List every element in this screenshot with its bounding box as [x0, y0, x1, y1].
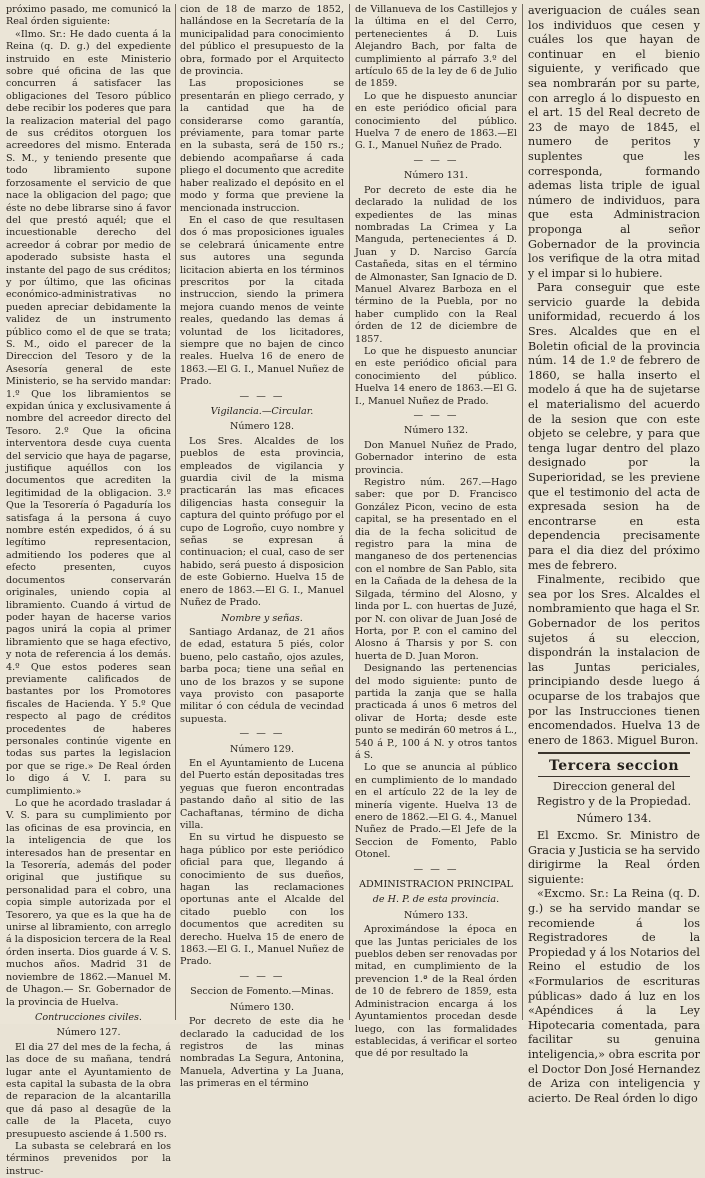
paragraph: Designando las pertenencias del modo siguiente: punto de partida la zanja que se halla practicada á unos 6 metros del olivar de Horta; desde este punto se medirán 60 metros á L., 540 á P., 100 á N. y otros tantos á S.	[355, 663, 517, 761]
paragraph: Por decreto de este dia he declarado la nulidad de los expedientes de las minas nombradas La Crimea y La Manguda, pertenecientes á D. Juan y D. Narciso García Castañeda, sitas en el término de Almonaster, San Ignacio de D. Manuel Alvarez Barboza en el término de la Puebla, por no haber cumplido con la Real órden de 12 de diciembre de 1857.	[355, 184, 517, 345]
paragraph: cion de 18 de marzo de 1852, hallándose en la Secretaría de la municipalidad para conocimiento del público el presupuesto de la obra, formado por el Arquitecto de provincia.	[180, 4, 344, 78]
notice-number: Número 128.	[229, 421, 295, 433]
separator: — — —	[239, 390, 285, 402]
paragraph: Por decreto de este dia he declarado la caducidad de los registros de las minas nombradas La Segura, Antonina, Manuela, Advertina y La Juana, las primeras en el término	[180, 1016, 344, 1090]
paragraph: Santiago Ardanaz, de 21 años de edad, estatura 5 piés, color bueno, pelo castaño, ojos azules, barba poca; tiene una señal en uno de los brazos y se supone vaya provisto con pasaporte militar ó con cédula de vecindad supuesta.	[180, 626, 344, 725]
section-heading: Nombre y señas.	[221, 612, 303, 624]
column-divider	[349, 4, 350, 1020]
separator: — — —	[239, 728, 285, 740]
separator: — — —	[239, 970, 285, 982]
separator: — — —	[413, 863, 459, 875]
paragraph: En el Ayuntamiento de Lucena del Puerto están depositadas tres yeguas que fueron encontradas pastando daño al sitio de las Cachaftanas, término de dicha villa.	[180, 757, 344, 831]
paragraph: Para conseguir que este servicio guarde la debida uniformidad, recuerdo á los Sres. Alcaldes que en el Boletin oficial de la provincia núm. 14 de 1.º de febrero de 1860, se halla inserto el modelo á que ha de sujetarse el materialismo del acuerdo de la sesion que con este objeto se celebre, y para que tenga lugar dentro del plazo designado por la Superioridad, se les previene que el testimonio del acta de expresada sesion ha de encontrarse en esta dependencia precisamente para el dia diez del próximo mes de febrero.	[528, 281, 700, 572]
section-heading: Direccion general del Registro y de la Propiedad.	[536, 780, 692, 808]
notice-number: Número 132.	[403, 425, 469, 437]
section-heading: Seccion de Fomento.—Minas.	[190, 986, 334, 998]
paragraph: Lo que he acordado trasladar á V. S. para su cumplimiento por las oficinas de esa provincia, en la inteligencia de que los interesados han de presentar en la Tesorería, además del poder original que justifique su personalidad para el cobro, una copia simple autorizada por el Tesorero, ya que es la que ha de unirse al libramiento, con arreglo á la disposicion tercera de la Real órden inserta. Dios guarde á V. S. muchos años. Madrid 31 de noviembre de 1862.—Manuel M. de Uhagon.— Sr. Gobernador de la provincia de Huelva.	[6, 798, 172, 1008]
paragraph: La subasta se celebrará en los términos prevenidos por la instruc-	[6, 1140, 171, 1177]
notice-number: Número 131.	[403, 170, 469, 182]
section-subheading: de H. P. de esta provincia.	[372, 894, 500, 906]
paragraph: averiguacion de cuáles sean los individuos que cesen y cuáles los que hayan de continuar en el bienio siguiente, y verificado que sea nombrarán por su parte, con arreglo á lo dispuesto en el art. 15 del Real decreto de 23 de mayo de 1845, el numero de peritos y suplentes que les corresponda, formando ademas lista triple de igual número de individuos, para que esta Administracion proponga al señor Gobernador de la provincia los verifique de la otra mitad y el impar si lo hubiere.	[528, 4, 700, 280]
notice-number: Número 133.	[403, 909, 469, 921]
paragraph: En el caso de que resultasen dos ó mas proposiciones iguales se celebrará únicamente entre sus autores una segunda licitacion abierta en los términos prescritos por la citada instruccion, siendo la primera mejora cuando menos de veinte reales, quedando las demas á voluntad de los licitadores, siempre que no bajen de cinco reales. Huelva 16 de enero de 1863.—El G. I., Manuel Nuñez de Prado.	[180, 214, 344, 388]
paragraph: Las proposiciones se presentarán en pliego cerrado, y la cantidad que ha de considerarse como garantía, préviamente, para tomar parte en la subasta, será de 150 rs.; debiendo acompañarse á cada pliego el documento que acredite haber realizado el depósito en el modo y forma que previene la mencionada instruccion.	[180, 78, 344, 214]
column-4	[528, 4, 700, 1105]
paragraph: de Villanueva de los Castillejos y la última en el del Cerro, pertenecientes á D. Luis Alejandro Bach, por falta de cumplimiento al párrafo 3.º del artículo 65 de la ley de 6 de Julio de 1859.	[355, 4, 517, 90]
paragraph: Registro núm. 267.—Hago saber: que por D. Francisco González Picon, vecino de esta capital, se ha presentado en el dia de la fecha solicitud de registro para la mina de manganeso de dos pertenencias con el nombre de San Pablo, sita en la Cañada de la dehesa de la Silgada, término del Alosno, y linda por L. con huertas de Juzé, por N. con olivar de Juan José de Horta, por P. con el camino del Alosno á Tharsis y por S. con huerta de D. Juan Moron.	[355, 477, 517, 662]
paragraph: Lo que he dispuesto anunciar en este periódico oficial para conocimiento del público. Huelva 14 enero de 1863.—El G. I., Manuel Nuñez de Prado.	[355, 345, 517, 407]
section-title: Tercera seccion	[548, 758, 680, 775]
paragraph: Aproximándose la época en que las Juntas periciales de los pueblos deben ser renovadas por mitad, en cumplimiento de la prevencion 1.ª de la Real órden de 10 de febrero de 1859, esta Administracion encarga á los Ayuntamientos procedan desde luego, con las formalidades establecidas, á verificar el sorteo que dé por resultado la	[355, 924, 517, 1060]
notice-number: Número 129.	[229, 743, 295, 755]
paragraph: En su virtud he dispuesto se haga público por este periódico oficial para que, llegando á conocimiento de sus dueños, hagan las reclamaciones oportunas ante el Alcalde del citado pueblo con los documentos que acrediten su derecho. Huelva 15 de enero de 1863.—El G. I., Manuel Nuñez de Prado.	[180, 832, 344, 968]
section-heading: ADMINISTRACION PRINCIPAL	[359, 879, 513, 891]
section-rule	[538, 752, 690, 754]
column-2	[180, 4, 344, 1090]
paragraph: El Excmo. Sr. Ministro de Gracia y Justicia se ha servido dirigirme la Real órden siguiente:	[528, 829, 700, 886]
paragraph: Lo que se anuncia al público en cumplimiento de lo mandado en el artículo 22 de la ley de minería vigente. Huelva 13 de enero de 1862.—El G. 4., Manuel Nuñez de Prado.—El Jefe de la Seccion de Fomento, Pablo Otonel.	[355, 762, 517, 861]
separator: — — —	[413, 410, 459, 421]
notice-number: Número 127.	[56, 1027, 121, 1039]
paragraph: «Ilmo. Sr.: He dado cuenta á la Reina (q. D. g.) del expediente instruido en este Ministerio sobre qué oficina de las que concurren á satisfacer las obligaciones del Tesoro público debe recibir los poderes que para la realizacion material del pago de sus créditos otorguen los acreedores del mismo. Enterada S. M., y teniendo presente que todo libramiento supone forzosamente el servicio de que nace la obligacion del pago; que éste no debe librarse sino á favor del que prestó aquél; que el incuestionable derecho del acreedor á cobrar por medio de apoderado subsiste hasta el instante del pago de sus créditos; y por último, que las oficinas económico-administrativas no pueden apreciar debidamente la validez de un instrumento público como el de que se trata; S. M., oido el parecer de la Direccion del Tesoro y de la Asesoría general de este Ministerio, se ha servido mandar: 1.º Que los libramientos se expidan única y exclusivamente á nombre del acreedor directo del Tesoro. 2.º Que la oficina interventora desde cuya cuenta del servicio que haya de pagarse, justifique aquéllos con los documentos que acrediten la legitimidad de la obligacion. 3.º Que la Tesorería ó Pagaduría los satisfaga á la persona á cuyo nombre estén expedidos, ó á su legítimo representacion, admitiendo los poderes que al efecto presenten, cuyos documentos conservarán originales, uniendo copia al libramiento. Cuando á virtud de poder hayan de hacerse varios pagos unirá la copia al primer libramiento que se haga efectivo, y nota de referencia á los demás. 4.º Que estos poderes sean previamente calificados de bastantes por los Promotores fiscales de Hacienda. Y 5.º Que respecto al pago de créditos procedentes de haberes personales continúe vigente en todas sus partes la legislacion por que se rige.» De Real órden lo digo á V. I. para su cumplimiento.»	[6, 28, 171, 797]
section-rule	[538, 776, 690, 777]
paragraph: «Excmo. Sr.: La Reina (q. D. g.) se ha servido mandar se recomiende á los Registradores de la Propiedad y á los Notarios del Reino el estudio de los «Formularios de escrituras públicas» dado á luz en los «Apéndices á la Ley Hipotecaria comentada, para facilitar su genuina inteligencia,» obra escrita por el Doctor Don José Hernandez de Ariza con inteligencia y acierto. De Real órden lo digo	[528, 887, 700, 1105]
column-divider	[522, 4, 523, 1020]
separator: — — —	[413, 154, 459, 166]
section-heading: Vigilancia.—Circular.	[210, 406, 314, 417]
column-divider	[175, 4, 176, 1020]
paragraph: Don Manuel Nuñez de Prado, Gobernador interino de esta provincia.	[355, 439, 517, 476]
paragraph: Los Sres. Alcaldes de los pueblos de esta provincia, empleados de vigilancia y guardia civil de la misma practicarán las mas eficaces diligencias hasta conseguir la captura del quinto prófugo por el cupo de Logroño, cuyo nombre y señas se expresan á continuacion; el cual, caso de ser habido, será puesto á disposicion de este Gobierno. Huelva 15 de enero de 1863.—El G. I., Manuel Nuñez de Prado.	[180, 435, 344, 609]
paragraph: El dia 27 del mes de la fecha, á las doce de su mañana, tendrá lugar ante el Ayuntamiento de esta capital la subasta de la obra de reparacion de la alcantarilla que dá paso al desagüe de la calle de la Placeta, cuyo presupuesto asciende á 1.500 rs.	[6, 1041, 171, 1140]
column-3	[355, 4, 517, 1060]
paragraph: Lo que he dispuesto anunciar en este periódico oficial para conocimiento del público. Huelva 7 de enero de 1863.—El G. I., Manuel Nuñez de Prado.	[355, 90, 517, 152]
notice-number: Número 134.	[576, 812, 652, 826]
section-heading: Contrucciones civiles.	[35, 1011, 142, 1023]
paragraph: próximo pasado, me comunicó la Real órden siguiente:	[6, 4, 171, 28]
notice-number: Número 130.	[229, 1001, 295, 1013]
paragraph: Finalmente, recibido que sea por los Sres. Alcaldes el nombramiento que haga el Sr. Gobernador de los peritos sujetos á su eleccion, dispondrán la instalacion de las Juntas periciales, principiando desde luego á ocuparse de los trabajos que por las Instrucciones tienen encomendados. Huelva 13 de enero de 1863. Miguel Buron.	[528, 573, 700, 747]
column-1	[6, 4, 172, 1177]
